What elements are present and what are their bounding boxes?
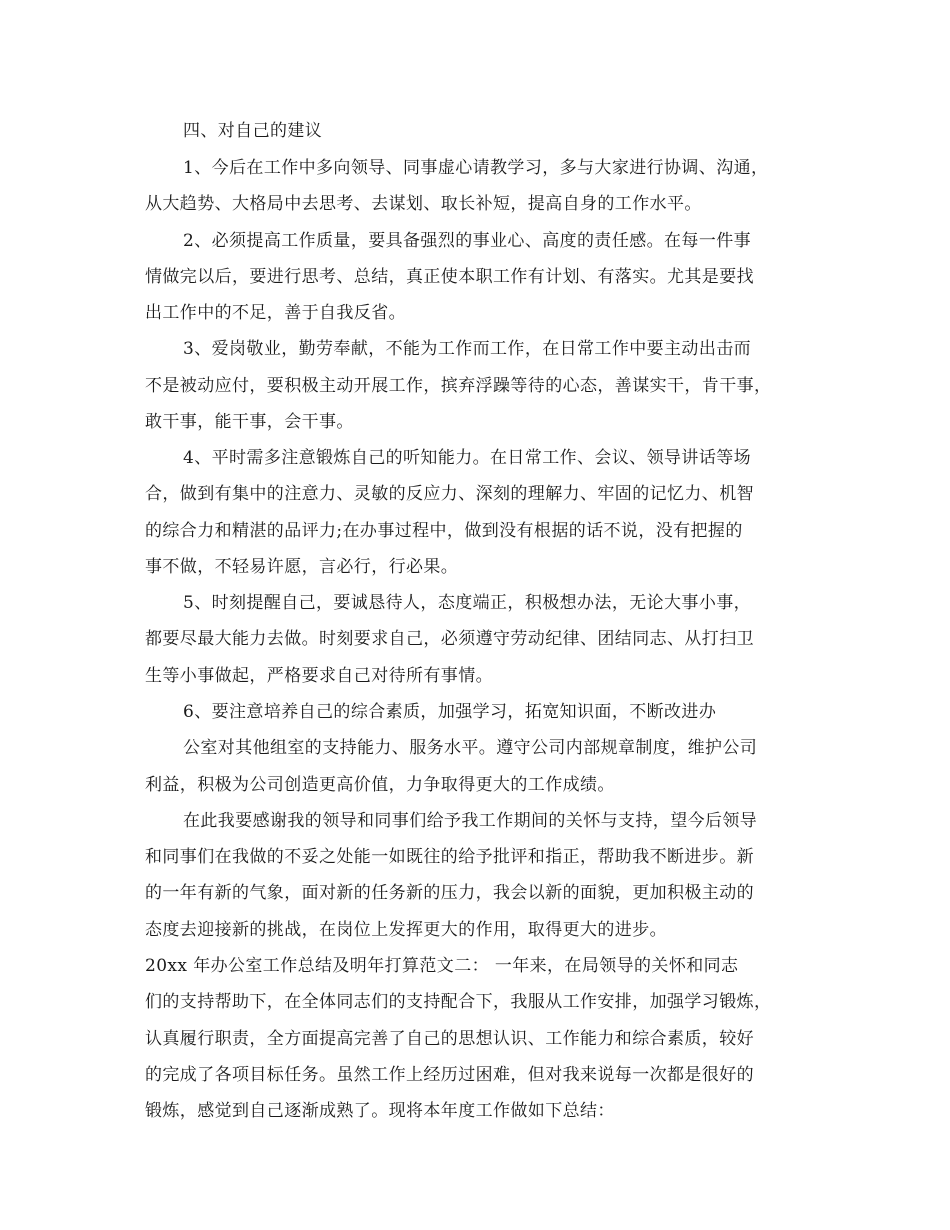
paragraph-line: 不是被动应付，要积极主动开展工作，摈弃浮躁等待的心态，善谋实干，肯干事， — [145, 376, 772, 396]
paragraph-line: 情做完以后，要进行思考、总结，真正使本职工作有计划、有落实。尤其是要找 — [145, 267, 754, 287]
paragraph-line: 都要尽最大能力去做。时刻要求自己，必须遵守劳动纪律、团结同志、从打扫卫 — [145, 629, 754, 649]
paragraph-line: 认真履行职责，全方面提高完善了自己的思想认识、工作能力和综合素质，较好 — [145, 1029, 754, 1049]
paragraph-line: 3、爱岗敬业，勤劳奉献，不能为工作而工作，在日常工作中要主动出击而 — [183, 339, 752, 359]
paragraph-line: 4、平时需多注意锻炼自己的听知能力。在日常工作、会议、领导讲话等场 — [183, 448, 752, 468]
paragraph-line: 5、时刻提醒自己，要诚恳待人，态度端正，积极想办法，无论大事小事， — [183, 593, 752, 613]
paragraph-line: 6、要注意培养自己的综合素质，加强学习，拓宽知识面，不断改进办 — [183, 702, 717, 722]
paragraph-line: 态度去迎接新的挑战，在岗位上发挥更大的作用，取得更大的进步。 — [145, 920, 667, 940]
paragraph-line: 出工作中的不足，善于自我反省。 — [145, 303, 406, 323]
paragraph-line: 20xx 年办公室工作总结及明年打算范文二： 一年来，在局领导的关怀和同志 — [145, 956, 739, 976]
paragraph-line: 2、必须提高工作质量，要具备强烈的事业心、高度的责任感。在每一件事 — [183, 231, 752, 251]
section-heading: 四、对自己的建议 — [183, 121, 323, 141]
paragraph-line: 和同事们在我做的不妥之处能一如既往的给予批评和指正，帮助我不断进步。新 — [145, 847, 754, 867]
paragraph-line: 锻炼，感觉到自己逐渐成熟了。现将本年度工作做如下总结： — [145, 1101, 615, 1121]
paragraph-line: 合，做到有集中的注意力、灵敏的反应力、深刻的理解力、牢固的记忆力、机智 — [145, 484, 754, 504]
paragraph-line: 从大趋势、大格局中去思考、去谋划、取长补短，提高自身的工作水平。 — [145, 194, 702, 214]
paragraph-line: 们的支持帮助下，在全体同志们的支持配合下，我服从工作安排，加强学习锻炼， — [145, 992, 772, 1012]
paragraph-line: 1、今后在工作中多向领导、同事虚心请教学习，多与大家进行协调、沟通， — [183, 158, 769, 178]
paragraph-line: 的综合力和精湛的品评力;在办事过程中，做到没有根据的话不说，没有把握的 — [145, 521, 743, 541]
paragraph-line: 生等小事做起，严格要求自己对待所有事情。 — [145, 666, 493, 686]
paragraph-line: 事不做，不轻易许愿，言必行，行必果。 — [145, 557, 459, 577]
paragraph-line: 在此我要感谢我的领导和同事们给予我工作期间的关怀与支持，望今后领导 — [183, 811, 758, 831]
paragraph-line: 公室对其他组室的支持能力、服务水平。遵守公司内部规章制度，维护公司 — [183, 738, 758, 758]
paragraph-line: 的完成了各项目标任务。虽然工作上经历过困难，但对我来说每一次都是很好的 — [145, 1065, 754, 1085]
paragraph-line: 的一年有新的气象，面对新的任务新的压力，我会以新的面貌，更加积极主动的 — [145, 883, 754, 903]
paragraph-line: 利益，积极为公司创造更高价值，力争取得更大的工作成绩。 — [145, 775, 615, 795]
paragraph-line: 敢干事，能干事，会干事。 — [145, 412, 354, 432]
